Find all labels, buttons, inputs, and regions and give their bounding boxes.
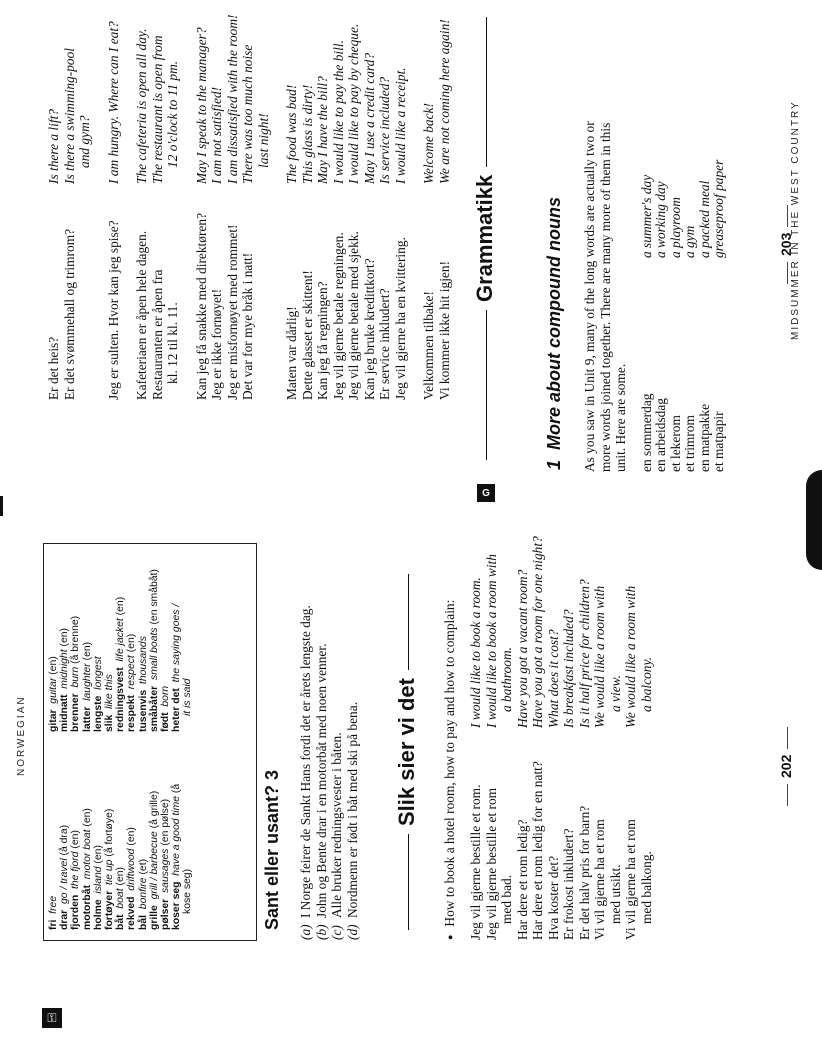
english-translation: Is breakfast included?	[561, 609, 576, 728]
vocabulary-form: (en)	[70, 830, 82, 849]
vocabulary-entry	[182, 569, 193, 732]
norwegian-compound: en sommerdag	[639, 393, 654, 472]
vocabulary-translation: have a good time	[171, 795, 183, 876]
english-translation: We are not coming here again!	[436, 19, 452, 184]
vocabulary-word: fri	[48, 919, 59, 930]
phrase-group	[46, 15, 93, 401]
vocabulary-translation: midnight	[59, 649, 71, 689]
compound-row	[640, 160, 654, 472]
english-translation: Have you got a vacant room?	[514, 569, 530, 728]
norwegian-phrase	[77, 184, 93, 400]
english-translation: I am dissatisfied with the room!	[224, 14, 240, 184]
english-translation: Have you got a room for one night?	[530, 536, 545, 728]
vocabulary-entry	[138, 569, 149, 732]
norwegian-phrase: Har dere et rom ledig?	[514, 819, 530, 940]
phrase-row	[77, 15, 93, 401]
norwegian-phrase: Dette glasset er skittent!	[299, 270, 315, 400]
vocabulary-entry	[82, 784, 93, 930]
english-translation: last night!	[255, 113, 271, 168]
english-translation: We would like a room with	[592, 585, 607, 728]
norwegian-phrase: Kafeteriaen er åpen hele dagen.	[134, 230, 149, 400]
phrase-row	[346, 15, 362, 401]
phrases-intro: ● How to book a hotel room, how to pay and how to complain:	[442, 600, 460, 940]
vocabulary-entry	[138, 784, 149, 930]
true-false-list	[298, 605, 360, 940]
norwegian-phrase: Jeg vil gjerne betale regningen.	[330, 232, 346, 400]
vocabulary-form: (en)	[81, 641, 93, 661]
vocabulary-entry	[171, 569, 182, 732]
vocabulary-word: brenner	[70, 693, 82, 732]
vocabulary-entry	[126, 784, 137, 930]
vocabulary-word: latter	[81, 706, 93, 732]
vocabulary-translation: laughter	[81, 663, 93, 701]
norwegian-phrase: Er det halv pris for barn?	[576, 805, 592, 940]
norwegian-phrase: Jeg er ikke fornøyet!	[209, 288, 224, 400]
vocabulary-entry	[70, 784, 81, 930]
vocabulary-form: (en)	[126, 633, 138, 653]
vocabulary-form: (å dra)	[59, 824, 71, 856]
english-translation: and gym?	[77, 115, 92, 168]
norwegian-phrase: Vi kommer ikke hit igjen!	[436, 260, 452, 400]
phrase-row	[546, 536, 562, 940]
phrase-row	[530, 536, 546, 940]
vocabulary-entry	[104, 784, 115, 930]
norwegian-compound: et trimrom	[682, 415, 698, 472]
norwegian-phrase: Kan jeg få snakke med direktøren?	[193, 212, 209, 400]
phrase-row	[608, 536, 624, 940]
phrase-row	[577, 536, 593, 940]
vocabulary-entry	[115, 569, 126, 732]
vocabulary-form: (en)	[115, 596, 127, 616]
phrase-row	[194, 15, 210, 401]
norwegian-phrase: med utsikt.	[607, 864, 623, 924]
phrase-group	[284, 15, 408, 401]
vocabulary-form: (en)	[81, 808, 93, 827]
phrase-row	[331, 15, 347, 401]
english-translation: We would like a room with	[623, 585, 638, 728]
vocabulary-form: (en)	[115, 867, 127, 886]
english-translation: May I use a credit card?	[361, 52, 377, 184]
vocabulary-entry	[59, 569, 70, 732]
english-compound: a packed meal	[696, 180, 712, 258]
vocabulary-translation: it is said	[182, 678, 194, 716]
phrase-row	[592, 536, 608, 940]
english-translation: Welcome back!	[421, 103, 436, 184]
phrases-heading: Slik sier vi det	[394, 566, 420, 938]
vocabulary-word: gitar	[48, 709, 59, 732]
vocabulary-entry	[93, 569, 104, 732]
phrase-row	[393, 15, 409, 401]
true-false-item	[314, 605, 330, 940]
norwegian-phrase: Er service inkludert?	[377, 288, 392, 400]
left-page-number: 202	[778, 721, 794, 812]
phrase-row	[362, 15, 378, 401]
vocabulary-translation: motor boat	[81, 829, 93, 880]
phrases-table	[468, 536, 654, 940]
phrase-row	[421, 15, 437, 401]
english-translation: Is there a swimming-pool	[61, 47, 77, 184]
vocabulary-translation: born	[159, 685, 171, 707]
norwegian-phrase: kl. 12 til kl. 11.	[165, 302, 180, 384]
norwegian-phrase: Kan jeg få regningen?	[315, 281, 330, 400]
true-false-item	[298, 605, 314, 940]
vocabulary-form: (å brenne)	[70, 615, 82, 664]
vocabulary-entry	[82, 569, 93, 732]
vocabulary-word: drar	[59, 909, 71, 930]
grammar-icon: G	[477, 484, 495, 502]
phrase-row	[515, 536, 531, 940]
compound-row	[698, 160, 712, 472]
phrase-row	[377, 15, 393, 401]
norwegian-phrase: Maten var dårlig!	[284, 306, 299, 400]
vocabulary-word: redningsvest	[115, 667, 127, 732]
compound-row	[669, 160, 683, 472]
norwegian-phrase: Er det svømmehall og trimrom?	[61, 228, 77, 400]
english-translation: 12 o'clock to 11 pm.	[165, 60, 180, 168]
vocabulary-form: (en)	[92, 845, 104, 864]
norwegian-phrase: Restauranten er åpen fra	[149, 269, 165, 400]
vocabulary-translation: like this	[103, 674, 115, 709]
left-running-header: NORWEGIAN	[16, 695, 27, 776]
vocabulary-word: båt	[115, 914, 127, 930]
phrase-row	[623, 536, 639, 940]
vocabulary-word: koser seg	[171, 881, 183, 930]
item-text: I Norge feirer de Sankt Hans fordi det er årets lengste dag.	[298, 605, 313, 918]
vocabulary-word: respekt	[126, 695, 138, 732]
vocabulary-translation: bonfire	[137, 877, 149, 910]
vocabulary-translation: life jacket	[115, 618, 127, 662]
vocabulary-translation: boat	[115, 888, 127, 909]
phrase-row	[209, 15, 225, 401]
phrase-row	[437, 15, 453, 401]
english-compound: a summer's day	[639, 174, 654, 258]
english-translation: May I speak to the manager?	[193, 27, 209, 184]
phrase-row	[284, 15, 300, 401]
english-translation: The food was bad!	[284, 84, 299, 184]
phrase-row	[499, 536, 515, 940]
book-spine-mark	[0, 496, 3, 516]
vocabulary-word: bål	[137, 914, 149, 930]
norwegian-phrase: Er frokost inkludert?	[561, 828, 576, 940]
norwegian-phrase: med balkong.	[638, 851, 654, 924]
vocabulary-word: holme	[92, 899, 104, 930]
vocabulary-entry	[93, 784, 104, 930]
english-translation: I would like to book a room with	[483, 554, 499, 728]
english-translation: The cafeteria is open all day.	[134, 28, 149, 184]
vocabulary-translation: tie up	[103, 859, 115, 885]
english-translation: I am not satisfied!	[209, 86, 224, 184]
vocabulary-form: (å fortøye)	[103, 808, 115, 857]
vocabulary-translation: small boats	[148, 627, 160, 680]
english-translation: Is it half price for children?	[576, 579, 592, 728]
vocabulary-entry	[59, 784, 70, 930]
norwegian-phrase: Jeg er misfornøyet med rommet!	[224, 224, 240, 400]
norwegian-compound: en arbeidsdag	[653, 398, 669, 472]
phrase-group	[194, 15, 272, 401]
vocabulary-translation: the saying goes /	[171, 603, 183, 683]
phrase-row	[62, 15, 78, 401]
vocabulary-form: kose seg)	[182, 868, 194, 914]
english-translation: I would like to pay the bill.	[330, 40, 346, 184]
phrases-table-continued	[46, 15, 465, 401]
phrase-row	[300, 15, 316, 401]
norwegian-phrase: med bad.	[499, 874, 514, 924]
vocabulary-word: fjorden	[70, 894, 82, 930]
vocabulary-word: fortøyer	[103, 890, 115, 930]
book-spine-shadow	[806, 470, 822, 570]
vocabulary-word: rekved	[126, 896, 138, 930]
english-compound: a gym	[682, 225, 698, 258]
vocabulary-entry	[171, 784, 182, 930]
phrase-row	[561, 536, 577, 940]
norwegian-compound: et matpapir	[711, 411, 727, 472]
norwegian-phrase: Det var for mye bråk i natt!	[240, 252, 255, 400]
compound-nouns-list	[640, 160, 726, 472]
english-translation: This glass is dirty!	[299, 84, 315, 184]
norwegian-phrase: Kan jeg bruke kredittkort?	[361, 258, 377, 400]
english-translation: May I have the bill?	[315, 76, 330, 184]
vocabulary-word: født	[159, 712, 171, 732]
vocabulary-translation: burn	[70, 666, 82, 688]
item-label: (c)	[329, 925, 344, 940]
vocabulary-translation: the fjord	[70, 851, 82, 889]
english-translation: What does it cost?	[545, 629, 561, 728]
phrase-row	[225, 15, 241, 401]
phrase-row	[46, 15, 62, 401]
english-translation: There was too much noise	[240, 44, 255, 184]
vocabulary-word: grille	[148, 905, 160, 930]
english-translation: I would like to book a room.	[468, 577, 483, 728]
phrase-group	[421, 15, 452, 401]
vocabulary-word: slik	[103, 714, 115, 732]
vocabulary-form: (en pølse)	[159, 798, 171, 846]
english-translation: I would like a receipt.	[392, 67, 408, 184]
vocabulary-column-2	[48, 569, 193, 732]
norwegian-phrase: Jeg vil gjerne bestille et rom.	[468, 784, 483, 940]
norwegian-phrase: Vi vil gjerne ha et rom	[623, 819, 638, 940]
item-label: (b)	[313, 924, 329, 940]
english-translation: I would like to pay by cheque.	[346, 23, 361, 184]
vocabulary-entry	[70, 569, 81, 732]
english-translation: I am hungry. Where can I eat?	[105, 21, 121, 184]
english-compound: a playroom	[667, 197, 683, 258]
vocabulary-word: midnatt	[59, 694, 71, 732]
phrase-row	[468, 536, 484, 940]
vocabulary-entry	[149, 784, 160, 930]
vocabulary-entry	[182, 784, 193, 930]
vocabulary-column-1	[48, 784, 193, 930]
right-page-number: 203	[778, 199, 794, 290]
vocabulary-form: (en)	[48, 656, 59, 675]
vocabulary-entry	[149, 569, 160, 732]
english-translation: a view.	[607, 675, 623, 712]
norwegian-phrase: Velkommen tilbake!	[421, 291, 436, 400]
vocabulary-list	[44, 542, 256, 938]
english-translation: a bathroom.	[499, 647, 514, 712]
vocabulary-form: (en småbåt)	[148, 569, 160, 625]
right-running-header: MIDSUMMER IN THE WEST COUNTRY	[790, 100, 801, 340]
paragraph-line: unit. Here are some.	[613, 363, 628, 472]
item-label: (a)	[298, 924, 313, 940]
english-translation: Is service included?	[377, 76, 392, 184]
vocabulary-entry	[104, 569, 115, 732]
phrase-row	[106, 15, 122, 401]
vocabulary-translation: driftwood	[126, 848, 138, 891]
english-translation: Is there a lift?	[46, 108, 61, 184]
english-compound: a working day	[653, 181, 669, 258]
norwegian-phrase: Jeg vil gjerne ha en kvittering.	[392, 237, 408, 400]
vocabulary-word: tusenvis	[137, 689, 149, 732]
norwegian-phrase: Hva koster det?	[545, 855, 561, 940]
true-false-heading: Sant eller usant? 3	[262, 769, 282, 930]
vocabulary-entry	[115, 784, 126, 930]
norwegian-phrase: Jeg vil gjerne bestille et rom	[483, 787, 499, 940]
english-compound: greaseproof paper	[711, 159, 727, 258]
vocabulary-translation: sausages	[159, 848, 171, 894]
compound-row	[712, 160, 726, 472]
vocabulary-translation: island	[92, 866, 104, 894]
vocabulary-word: lengste	[92, 695, 104, 732]
vocabulary-entry	[48, 784, 59, 930]
vocabulary-translation: respect	[126, 655, 138, 690]
vocabulary-form: (en)	[126, 827, 138, 846]
norwegian-phrase: Har dere et rom ledig for en natt?	[530, 761, 545, 940]
vocabulary-translation: guitar	[48, 677, 59, 704]
compound-nouns-paragraph	[582, 121, 629, 472]
norwegian-phrase: Jeg vil gjerne betale med sjekk.	[346, 231, 361, 400]
compound-row	[683, 160, 697, 472]
phrase-row	[484, 536, 500, 940]
paragraph-line: more words joined together. There are many more of them in this	[597, 122, 613, 472]
norwegian-phrase: Er det heis?	[46, 336, 61, 400]
item-text: Nordmenn er født i båt med ski på bena.	[344, 701, 360, 918]
phrase-row	[639, 536, 655, 940]
vocabulary-form: (å grille)	[148, 790, 160, 829]
vocabulary-form: (en)	[59, 628, 71, 647]
vocabulary-translation: free	[48, 895, 59, 914]
compound-row	[654, 160, 668, 472]
true-false-item	[329, 605, 345, 940]
norwegian-compound: et lekerom	[667, 415, 683, 472]
vocabulary-entry	[48, 569, 59, 732]
vocabulary-translation: grill / barbecue	[148, 831, 160, 900]
phrase-row	[256, 15, 272, 401]
english-translation: The restaurant is open from	[149, 35, 165, 184]
vocabulary-translation: longest	[92, 656, 104, 690]
vocabulary-word: småbåter	[148, 685, 160, 732]
item-text: Alle bruker redningsvester i båten.	[329, 732, 344, 918]
norwegian-phrase	[256, 184, 272, 400]
item-text: John og Bente drar i en motorbåt med noen venner.	[313, 643, 329, 918]
phrase-row	[165, 15, 181, 401]
phrase-row	[240, 15, 256, 401]
norwegian-compound: en matpakke	[696, 403, 712, 472]
vocabulary-word: motorbåt	[81, 884, 93, 930]
english-translation: a balcony.	[638, 656, 654, 712]
key-vocabulary-icon: ⚿	[42, 1008, 62, 1028]
vocabulary-translation: thousands	[137, 636, 149, 685]
vocabulary-word: pølser	[159, 898, 171, 930]
phrase-group	[134, 15, 181, 401]
vocabulary-entry	[160, 784, 171, 930]
phrase-row	[150, 15, 166, 401]
true-false-item	[345, 605, 361, 940]
compound-nouns-heading: 1 More about compound nouns	[544, 196, 564, 470]
phrase-row	[315, 15, 331, 401]
vocabulary-form: (å	[171, 783, 183, 794]
vocabulary-entry	[126, 569, 137, 732]
vocabulary-entry	[160, 569, 171, 732]
vocabulary-word: heter det	[171, 688, 183, 732]
norwegian-phrase: Vi vil gjerne ha et rom	[592, 819, 607, 940]
vocabulary-translation: go / travel	[59, 858, 71, 904]
phrase-group	[106, 15, 122, 401]
vocabulary-form: (et)	[137, 858, 149, 875]
norwegian-phrase: Jeg er sulten. Hvor kan jeg spise?	[105, 220, 121, 400]
item-label: (d)	[344, 924, 360, 940]
paragraph-line: As you saw in Unit 9, many of the long words are actually two or	[582, 121, 597, 472]
grammar-heading: Grammatikk	[472, 9, 498, 468]
phrase-row	[134, 15, 150, 401]
